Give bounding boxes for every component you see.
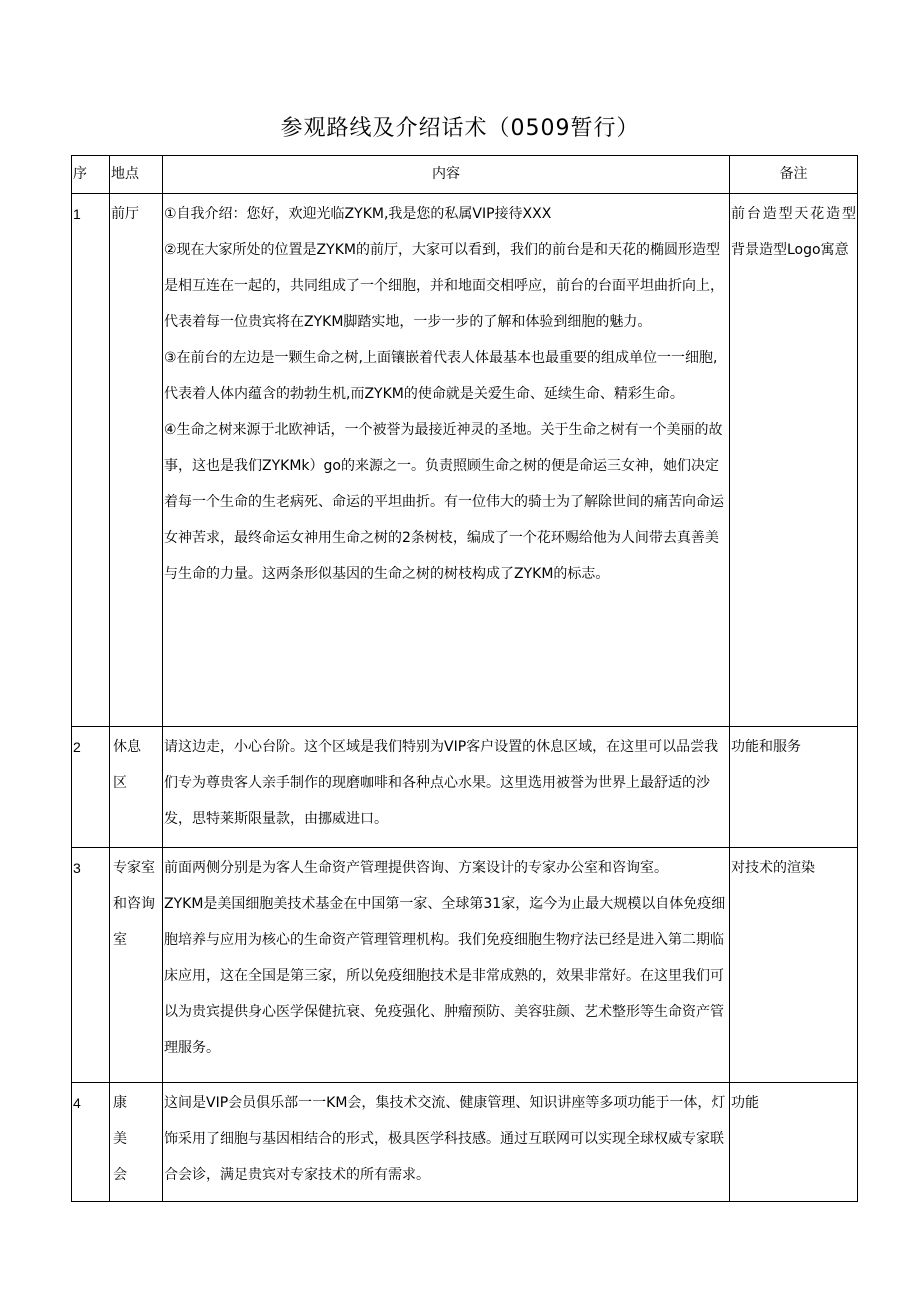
row-note: 前台造型天花造型背景造型Logo寓意 <box>730 194 858 727</box>
content-paragraph: ③在前台的左边是一颗生命之树,上面镶嵌着代表人体最基本也最重要的组成单位一一细胞,代表着人体内蕴含的勃勃生机,而ZYKM的使命就是关爱生命、延续生命、精彩生命。 <box>164 350 718 402</box>
location-line: 室 <box>113 932 127 948</box>
location-line: 前厅 <box>111 206 139 222</box>
row-note: 功能和服务 <box>730 727 858 848</box>
row-note: 对技术的渲染 <box>730 848 858 1083</box>
row-seq: 4 <box>72 1083 110 1202</box>
header-seq: 序 <box>72 156 110 194</box>
content-paragraph: ④生命之树来源于北欧神话，一个被誉为最接近神灵的圣地。关于生命之树有一个美丽的故事，这也是我们ZYKMk）go的来源之一。负责照顾生命之树的便是命运三女神，她们决定着每一个生命的生老病死、命运的平坦曲折。有一位伟大的骑士为了解除世间的痛苦向命运女神苦求，最终命运女神用生命之树的2条树枝，编成了一个花环赐给他为人间带去真善美与生命的力量。这两条形似基因的生命之树的树枝构成了ZYKM的标志。 <box>164 422 724 582</box>
location-line: 美 <box>113 1131 127 1147</box>
location-line: 和咨询 <box>113 896 155 912</box>
table-header-row <box>72 156 858 194</box>
row-seq: 3 <box>72 848 110 1083</box>
row-location <box>110 727 163 848</box>
document-title: 参观路线及介绍话术（0509暂行） <box>280 116 640 141</box>
row-location <box>110 1083 163 1202</box>
content-paragraph: 前面两侧分别是为客人生命资产管理提供咨询、方案设计的专家办公室和咨询室。 <box>164 860 668 876</box>
row-content <box>163 727 730 848</box>
content-paragraph: 这间是VIP会员俱乐部一一KM会，集技术交流、健康管理、知识讲座等多项功能于一体，灯饰采用了细胞与基因相结合的形式，极具医学科技感。通过互联网可以实现全球权威专家联合会诊，满足贵宾对专家技术的所有需求。 <box>164 1095 726 1183</box>
tour-route-table <box>71 155 858 1202</box>
row-content <box>163 848 730 1083</box>
row-location <box>110 848 163 1083</box>
header-note: 备注 <box>730 156 858 194</box>
header-location: 地点 <box>110 156 163 194</box>
location-line: 区 <box>113 775 127 791</box>
location-line: 会 <box>113 1167 127 1183</box>
row-location <box>110 194 163 727</box>
table-row <box>72 1083 858 1202</box>
row-note: 功能 <box>730 1083 858 1202</box>
content-paragraph: ②现在大家所处的位置是ZYKM的前厅，大家可以看到，我们的前台是和天花的椭圆形造型是相互连在一起的，共同组成了一个细胞，并和地面交相呼应，前台的台面平坦曲折向上，代表着每一位贵宾将在ZYKM脚踏实地，一步一步的了解和体验到细胞的魅力。 <box>164 242 724 330</box>
location-line: 康 <box>113 1095 127 1111</box>
table-row <box>72 727 858 848</box>
table-row <box>72 194 858 727</box>
location-line: 专家室 <box>113 860 155 876</box>
row-content <box>163 194 730 727</box>
row-seq: 1 <box>72 194 110 727</box>
content-paragraph: 请这边走，小心台阶。这个区域是我们特别为VIP客户设置的休息区域，在这里可以品尝我们专为尊贵客人亲手制作的现磨咖啡和各种点心水果。这里选用被誉为世界上最舒适的沙发，思特莱斯限量款，由挪威进口。 <box>164 739 719 827</box>
row-seq: 2 <box>72 727 110 848</box>
row-content <box>163 1083 730 1202</box>
content-paragraph: ①自我介绍：您好，欢迎光临ZYKM,我是您的私属VIP接待XXX <box>164 206 552 222</box>
header-content: 内容 <box>163 156 730 194</box>
content-paragraph: ZYKM是美国细胞美技术基金在中国第一家、全球第31家，迄今为止最大规模以自体免疫细胞培养与应用为核心的生命资产管理管理机构。我们免疫细胞生物疗法已经是进入第二期临床应用，这在全国是第三家，所以免疫细胞技术是非常成熟的，效果非常好。在这里我们可以为贵宾提供身心医学保健抗衰、免疫强化、肿瘤预防、美容驻颜、艺术整形等生命资产管理服务。 <box>164 896 726 1056</box>
table-row <box>72 848 858 1083</box>
location-line: 休息 <box>113 739 141 755</box>
